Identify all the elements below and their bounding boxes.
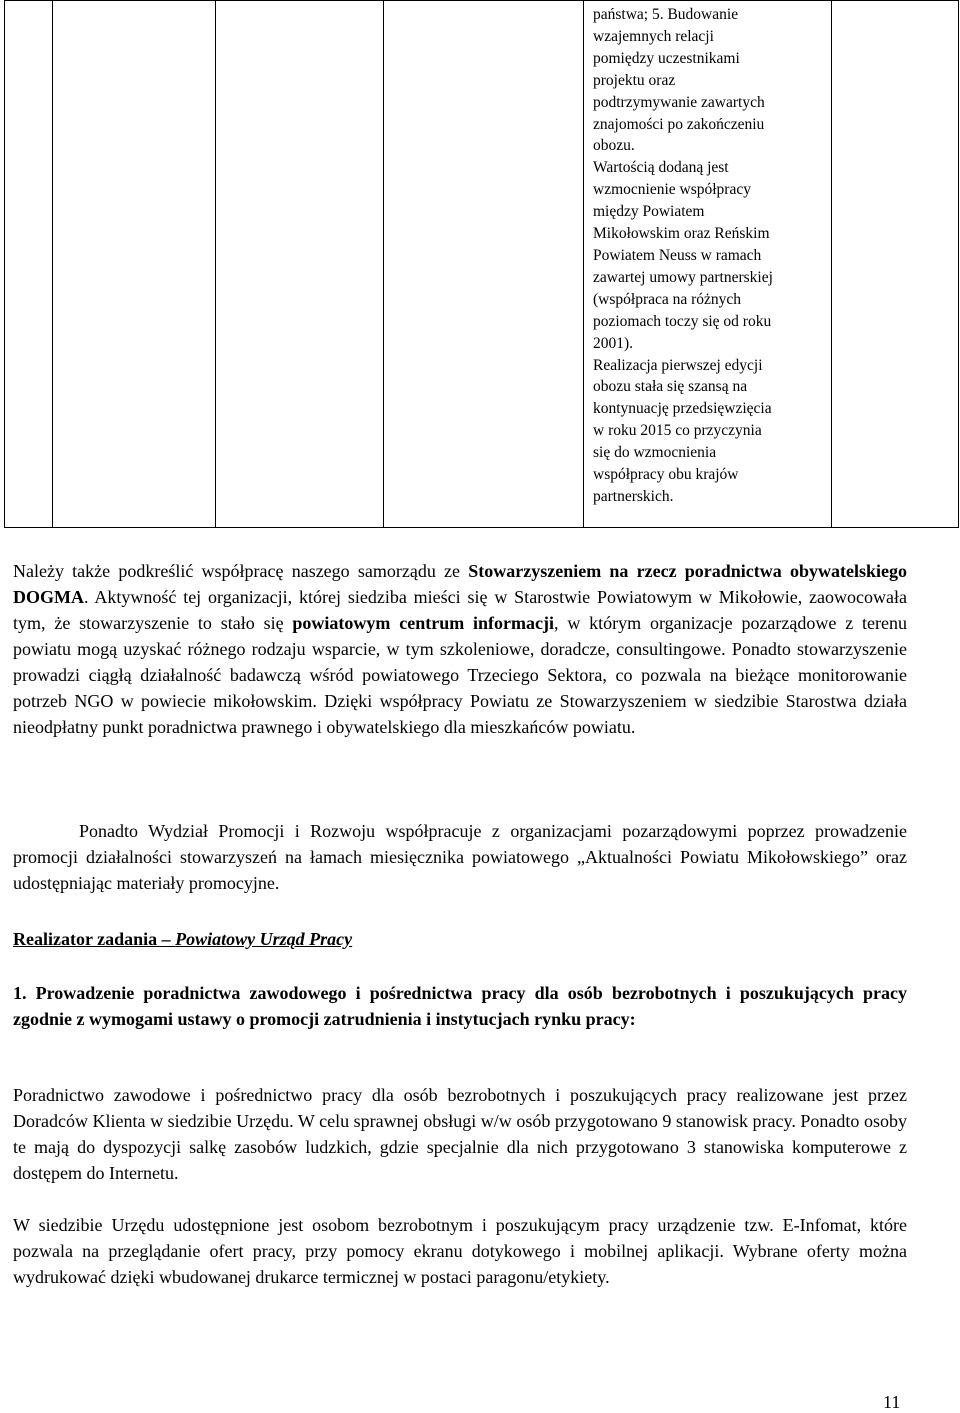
cell-line: wzajemnych relacji <box>593 27 714 45</box>
info-center: powiatowym centrum informacji <box>292 613 555 633</box>
continuation-table <box>4 0 959 528</box>
table-cell-1 <box>5 1 53 528</box>
table-cell-description <box>584 1 832 528</box>
cell-line: Realizacja pierwszej edycji <box>593 356 763 374</box>
cell-line: partnerskich. <box>593 487 674 505</box>
table-cell-6 <box>832 1 959 528</box>
org-name: Stowarzyszeniem na rzecz poradnictwa obywatelskiego DOGMA <box>13 561 907 607</box>
cell-line: się do wzmocnienia <box>593 444 717 462</box>
page-number: 11 <box>883 1392 901 1412</box>
cell-line: obozu. <box>593 137 635 155</box>
cell-line: Powiatem Neuss w ramach <box>593 246 762 264</box>
cell-line: zawartej umowy partnerskiej <box>593 268 773 286</box>
table-cell-4 <box>384 1 584 528</box>
paragraph-counseling: Poradnictwo zawodowe i pośrednictwo pracy dla osób bezrobotnych i poszukujących pracy realizowane jest przez Doradców Klienta w siedzibie Urzędu. W celu sprawnej obsługi w/w osób przygotowano 9 stanowisk pracy. Ponadto osoby te mają do dyspozycji salkę zasobów ludzkich, gdzie specjalnie dla nich przygotowano 3 stanowiska komputerowe z dostępem do Internetu. <box>13 1085 907 1183</box>
cell-line: znajomości po zakończeniu <box>593 115 765 133</box>
paragraph-einfomat: W siedzibie Urzędu udostępnione jest osobom bezrobotnym i poszukującym pracy urządzenie tzw. E-Infomat, które pozwala na przeglądanie ofert pracy, przy pomocy ekranu dotykowego i mobilnej aplikacji. Wybrane oferty można wydrukować dzięki wbudowanej drukarce termicznej w postaci paragonu/etykiety. <box>13 1215 907 1287</box>
paragraph-dogma: Należy także podkreślić współpracę naszego samorządu ze Stowarzyszeniem na rzecz poradnictwa obywatelskiego DOGMA. Aktywność tej organizacji, której siedziba mieści się w Starostwie Powiatowym w Mikołowie, zaowocowała tym, że stowarzyszenie to stało się powiatowym centrum informacji, w którym organizacje pozarządowe z terenu powiatu mogą uzyskać różnego rodzaju wsparcie, w tym szkoleniowe, doradcze, consultingowe. Ponadto stowarzyszenie prowadzi ciągłą działalność badawczą wśród powiatowego Trzeciego Sektora, co pozwala na bieżące monitorowanie potrzeb NGO w powiecie mikołowskim. Dzięki współpracy Powiatu ze Stowarzyszeniem w siedzibie Starostwa działa nieodpłatny punkt poradnictwa prawnego i obywatelskiego dla mieszkańców powiatu. <box>13 561 907 737</box>
cell-line: 2001). <box>593 334 634 352</box>
cell-line: państwa; 5. Budowanie <box>593 6 739 23</box>
cell-line: Wartością dodaną jest <box>593 159 729 177</box>
cell-line: w roku 2015 co przyczynia <box>593 422 762 440</box>
cell-line: projektu oraz <box>593 71 676 89</box>
cell-line: (współpraca na różnych <box>593 290 742 308</box>
cell-line: wzmocnienie współpracy <box>593 181 751 199</box>
table-cell-2 <box>53 1 216 528</box>
cell-line: między Powiatem <box>593 203 705 221</box>
table-cell-3 <box>216 1 384 528</box>
cell-line: Mikołowskim oraz Reńskim <box>593 225 770 243</box>
cell-line: obozu stała się szansą na <box>593 378 748 396</box>
cell-line: współpracy obu krajów <box>593 466 739 484</box>
cell-description-text <box>584 1 831 508</box>
section-heading: 1. Prowadzenie poradnictwa zawodowego i pośrednictwa pracy dla osób bezrobotnych i poszukujących pracy zgodnie z wymogami ustawy o promocji zatrudnienia i instytucjach rynku pracy: <box>13 983 907 1029</box>
cell-line: pomiędzy uczestnikami <box>593 49 740 67</box>
cell-line: poziomach toczy się od roku <box>593 312 772 330</box>
cell-line: podtrzymywanie zawartych <box>593 93 765 111</box>
cell-line: kontynuację przedsięwzięcia <box>593 400 772 418</box>
realizator-heading: Realizator zadania – Powiatowy Urząd Pracy <box>13 929 353 949</box>
paragraph-promotion: Ponadto Wydział Promocji i Rozwoju współpracuje z organizacjami pozarządowymi poprzez prowadzenie promocji działalności stowarzyszeń na łamach miesięcznika powiatowego „Aktualności Powiatu Mikołowskiego” oraz udostępniając materiały promocyjne. <box>13 821 907 893</box>
